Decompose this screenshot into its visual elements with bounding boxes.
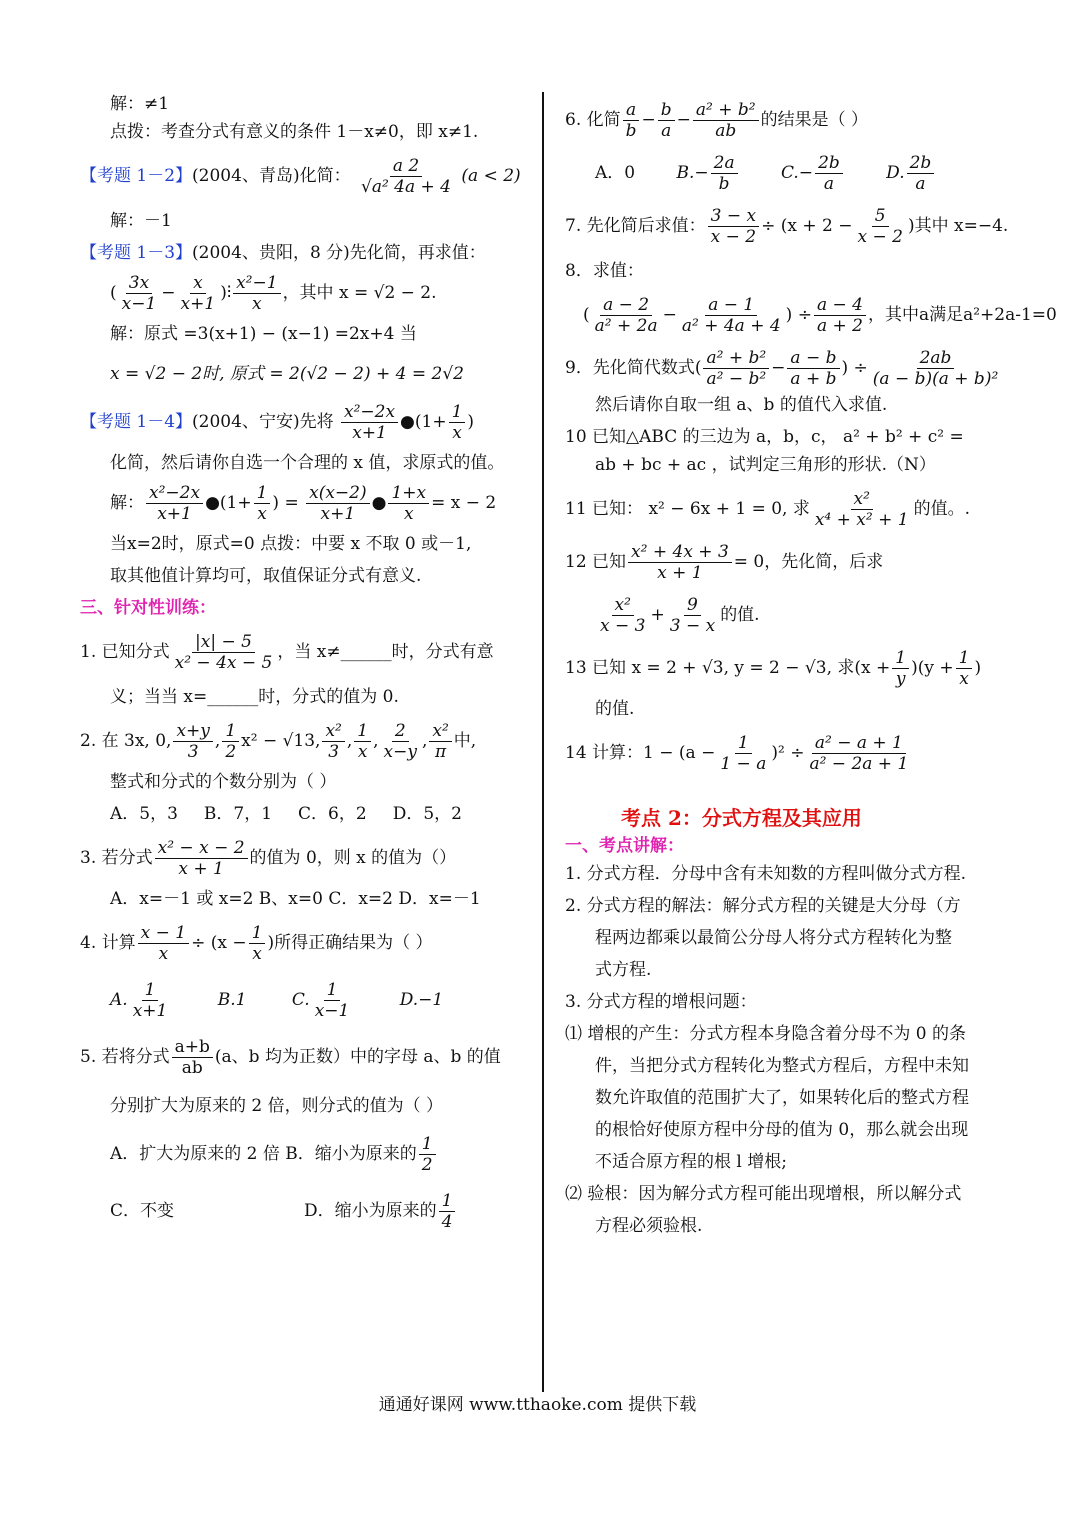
section-heading: 三、针对性训练： <box>80 598 216 618</box>
question-13-cont: 的值. <box>595 699 635 719</box>
question-2-cont: 整式和分式的个数分别为（ ） <box>110 772 337 792</box>
instruction-line: 化简，然后请你自选一个合理的 x 值，求原式的值。 <box>110 453 505 473</box>
question-12-cont: $\frac{\text{x²}}{x - 3}$ + $\frac{9}{3 - x}$ 的值. <box>600 595 760 636</box>
hint-line: 点拨：考查分式有意义的条件 1－x≠0，即 x≠1. <box>110 122 479 142</box>
paragraph: 式方程. <box>595 960 652 980</box>
question-10-cont: ab + bc + ac ，试判定三角形的形状.（N） <box>595 455 936 475</box>
answer-line: 解：－1 <box>110 211 172 231</box>
question-14: 14 计算：1 − (a − $\frac{1}{1 - a}$ )² ÷ $\frac{\text{a² − a + 1}}{\text{a² − 2a + 1}}$ <box>565 733 909 774</box>
question-6-options: A．0 B.− $\frac{2a}{b}$ C.− $\frac{2b}{a}$ D. $\frac{2b}{a}$ <box>565 153 1025 194</box>
options: A．5，3 B．7，1 C．6，2 D．5，2 <box>110 804 462 824</box>
question-4-options: A. $\frac{1}{x+1}$ B.1 C. $\frac{1}{x-1}$ D.−1 <box>110 980 444 1021</box>
solution-line: 取其他值计算均可，取值保证分式有意义. <box>110 566 422 586</box>
question-9: 9．先化简代数式( $\frac{\text{a² + b²}}{\text{a² − b²}}$ − $\frac{a - b}{a + b}$ ) ÷ $\frac{2ab}{\text{(a − b)(a + b)²}}$ <box>565 348 999 389</box>
question-1-cont: 义；当当 x=______时，分式的值为 0. <box>110 687 399 707</box>
paragraph: ⑴ 增根的产生：分式方程本身隐含着分母不为 0 的条 <box>565 1024 967 1044</box>
paragraph: 1. 分式方程．分母中含有未知数的方程叫做分式方程. <box>565 864 967 884</box>
question-12: 12 已知 $\frac{\text{x² + 4x + 3}}{x + 1}$ = 0，先化简，后求 <box>565 542 884 583</box>
problem-tag: 【考题 1－2】 <box>80 166 193 186</box>
expression: ( $\frac{3x}{x-1}$ − $\frac{x}{x+1}$ )⫶ $\frac{\text{x²−1}}{x}$ ，其中 x = √2 − 2. <box>110 273 437 314</box>
paragraph: 3. 分式方程的增根问题： <box>565 992 757 1012</box>
question-5-option-ab: A．扩大为原来的 2 倍 B．缩小为原来的 $\frac{1}{2}$ <box>80 1134 525 1175</box>
problem-tag: 【考题 1－4】 <box>80 412 193 432</box>
page-footer: 通通好课网 www.tthaoke.com 提供下载 <box>378 1395 697 1415</box>
solution-line: 当x=2时，原式=0 点拨：中要 x 不取 0 或－1, <box>110 534 472 554</box>
paragraph: 件，当把分式方程转化为整式方程后，方程中未知 <box>595 1056 969 1076</box>
question-6: 6. 化简 $\frac{a}{b}$ − $\frac{b}{a}$ − $\frac{\text{a² + b²}}{ab}$ 的结果是（ ） <box>565 100 869 141</box>
subsection-heading: 一、考点讲解： <box>565 836 684 856</box>
question-9-cont: 然后请你自取一组 a、b 的值代入求值. <box>595 395 888 415</box>
question-3-options: A．x=－1 或 x=2 B、x=0 C．x=2 D．x=－1 <box>110 889 481 909</box>
question-7: 7. 先化简后求值： $\frac{3 - x}{x - 2}$ ÷ (x + 2 − $\frac{5}{x - 2}$ )其中 x=−4. <box>565 206 1009 247</box>
question-4: 4. 计算 $\frac{x - 1}{x}$ ÷ (x − $\frac{1}{x}$ )所得正确结果为（ ） <box>80 923 433 964</box>
problem-1-4: 【考题 1－4】(2004、宁安)先将 $\frac{\text{x²−2x}}{x+1}$ ●(1+ $\frac{1}{x}$ ) <box>80 402 475 443</box>
section-title: 考点 2：分式方程及其应用 <box>621 806 862 830</box>
question-13: 13 已知 x = 2 + √3, y = 2 − √3, 求(x + $\frac{1}{y}$ )(y + $\frac{1}{x}$ ) <box>565 648 982 689</box>
problem-1-3: 【考题 1－3】(2004、贵阳，8 分)先化简，再求值： <box>80 243 486 263</box>
right-column <box>565 80 1057 1238</box>
solution-line: 解：原式 =3(x+1) − (x−1) =2x+4 当 <box>110 324 417 344</box>
question-2: 2. 在 3x, 0, $\frac{x+y}{3}$ , $\frac{1}{2}$ x² − √13, $\frac{\text{x²}}{3}$ , $\frac{1}{x}$ , $\frac{2}{x-y}$ , $\frac{\text{x²}}{\pi}$ 中, <box>80 721 477 762</box>
solution-line: x = √2 − 2时, 原式 = 2(√2 − 2) + 4 = 2√2 <box>110 364 464 384</box>
column-divider <box>542 92 544 1392</box>
question-5-cont: 分别扩大为原来的 2 倍，则分式的值为（ ） <box>110 1096 444 1116</box>
paragraph: 的根恰好使原方程中分母的值为 0，那么就会出现 <box>595 1120 969 1140</box>
paragraph: 程两边都乘以最简公分母人将分式方程转化为整 <box>595 928 952 948</box>
problem-tag: 【考题 1－3】 <box>80 243 193 263</box>
question-10: 10 已知△ABC 的三边为 a，b，c， a² + b² + c² = <box>565 427 964 447</box>
question-1: 1. 已知分式 $\frac{|x| - 5}{\text{x² − 4x − 5}}$ ，当 x≠______时，分式有意 <box>80 632 494 673</box>
question-3: 3. 若分式 $\frac{\text{x² − x − 2}}{x + 1}$ 的值为 0，则 x 的值为（） <box>80 838 457 879</box>
paragraph: 2. 分式方程的解法：解分式方程的关键是大分母（方 <box>565 896 961 916</box>
question-5-option-cd: C．不变 D．缩小为原来的 $\frac{1}{4}$ <box>80 1191 525 1232</box>
paragraph: 不适合原方程的根 l 增根; <box>595 1152 787 1172</box>
fraction: $\frac{a 2}{\text{√a² 4a + 4}}$ <box>360 156 451 197</box>
solution-line: 解： $\frac{\text{x²−2x}}{x+1}$ ●(1+ $\frac{1}{x}$ ) = $\frac{x(x-2)}{x+1}$ ● $\frac{1+x}{x}$ = x − 2 <box>110 483 497 524</box>
answer-line: 解：≠1 <box>110 94 170 114</box>
question-11: 11 已知： x² − 6x + 1 = 0, 求 $\frac{\text{x²}}{\text{x⁴ + x² + 1}}$ 的值。. <box>565 489 970 530</box>
left-column <box>80 80 525 1232</box>
question-5: 5. 若将分式 $\frac{a+b}{ab}$ (a、b 均为正数）中的字母 a、b 的值 <box>80 1037 501 1078</box>
question-8-expression: ( $\frac{a - 2}{\text{a² + 2a}}$ − $\frac{a - 1}{\text{a² + 4a + 4}}$ ) ÷ $\frac{a - 4}{a + 2}$ ，其中a满足a²+2a-1=0 <box>583 295 1057 336</box>
question-8: 8．求值： <box>565 261 644 281</box>
paragraph: ⑵ 验根：因为解分式方程可能出现增根，所以解分式 <box>565 1184 962 1204</box>
paragraph: 数允许取值的范围扩大了，如果转化后的整式方程 <box>595 1088 969 1108</box>
problem-1-2: 【考题 1－2】(2004、青岛)化简： $\frac{a 2}{\text{√a² 4a + 4}}$ (a < 2) <box>80 156 521 197</box>
paragraph: 方程必须验根. <box>595 1216 703 1236</box>
